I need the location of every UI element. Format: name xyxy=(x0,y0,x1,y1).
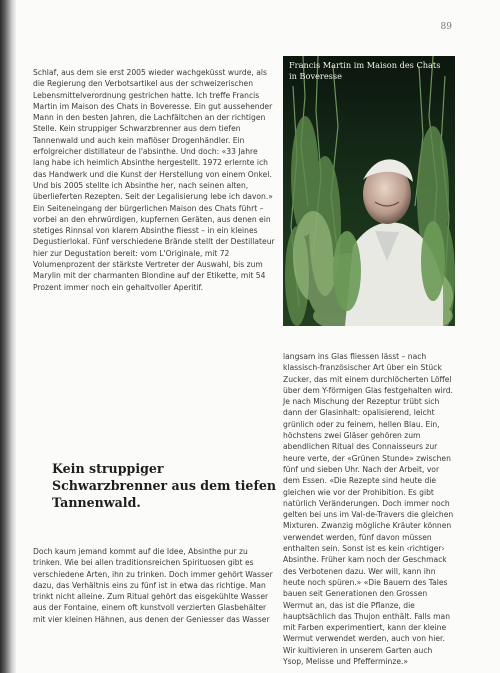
photo-francis-martin xyxy=(283,56,455,326)
herb-drying-photo xyxy=(283,56,455,326)
article-column-right: langsam ins Glas fliessen lässt – nach klassisch-französischer Art über ein Stück Zucker, das mit einem durchlöcherten Löffel über dem Y-förmigen Glas festgehalten wird. Je nach Mischung der Rezeptur trübt sich dann der Glasinhalt: opalisierend, leicht grünlich oder zu feinem, hellen Blau. Ein, höchstens zwei Gläser gehören zum abendlichen Ritual des Connaisseurs zur heure verte, der «Grünen Stunde» zwischen fünf und sieben Uhr. Nach der Arbeit, vor dem Essen. «Die Rezepte sind heute die gleichen wie vor der Prohibition. Es gibt natürlich Veränderungen. Doch immer noch gelten bei uns im Val-de-Travers die gleichen Mixturen. Zwanzig mögliche Kräuter können verwendet werden, fünf davon müssen enthalten sein. Sonst ist es kein ‹richtiger› Absinthe. Früher kam noch der Geschmack des Verbotenen dazu. Wer will, kann ihn heute noch spüren.» «Die Bauern des Tales bauen seit Generationen den Grossen Wermut an, das ist die Pflanze, die hauptsächlich das Thujon enthält. Falls man mit Farben experimentiert, kann der kleine Wermut verwendet werden, auch von hier. Wir kultivieren in unserem Garten auch Ysop, Melisse und Pfefferminze.» xyxy=(283,352,454,667)
pull-quote: Kein struppiger Schwarzbrenner aus dem tiefen Tannenwald. xyxy=(52,461,277,510)
book-spine-shadow xyxy=(0,0,16,673)
page-number: 89 xyxy=(440,22,452,32)
article-column-left-bottom: Doch kaum jemand kommt auf die Idee, Absinthe pur zu trinken. Wie bei allen traditionsreichen Spirituosen gibt es verschiedene Arten, ihn zu trinken. Doch immer gehört Wasser dazu, das Verhältnis eins zu fünf ist in etwa das richtige. Man trinkt nicht alleine. Zum Ritual gehört das eisgekühlte Wasser aus der Fontaine, einem oft kunstvoll verzierten Glasbehälter mit vier kleinen Hähnen, aus denen der Geniesser das Wasser xyxy=(33,547,273,624)
article-column-left-top: Schlaf, aus dem sie erst 2005 wieder wachgeküsst wurde, als die Regierung den Verbotsartikel aus der schweizerischen Lebensmittelverordnung gestrichen hatte. Ich treffe Francis Martin im Maison des Chats in Boveresse. Ein gut aussehender Mann in den besten Jahren, die Lachfältchen an der richtigen Stelle. Kein struppiger Schwarzbrenner aus dem tiefen Tannenwald und auch kein mafiöser Drogenhändler. Ein erfolgreicher distillateur de l'absinthe. Und doch: «33 Jahre lang habe ich heimlich Absinthe hergestellt. 1972 erlernte ich das Handwerk und die Kunst der Herstellung von einem Onkel. Und bis 2005 stellte ich Absinthe her, nach seinen alten, überlieferten Rezepten. Seit der Legalisierung lebe ich davon.» Ein Seiteneingang der bürgerlichen Maison des Chats führt – vorbei an den ehrwürdigen, kupfernen Geräten, aus denen ein stetiges Rinnsal von klarem Absinthe fliesst – in ein kleines Degustierlokal. Fünf verschiedene Brände stellt der Destillateur hier zur Degustation bereit: vom L'Originale, mit 72 Volumenprozent der stärkste Vertreter der Auswahl, bis zum Marylin mit der charmanten Blondine auf der Etikette, mit 54 Prozent immer noch ein gehaltvoller Aperitif. xyxy=(33,68,275,292)
photo-caption: Francis Martin im Maison des Chats in Boveresse xyxy=(289,60,441,81)
